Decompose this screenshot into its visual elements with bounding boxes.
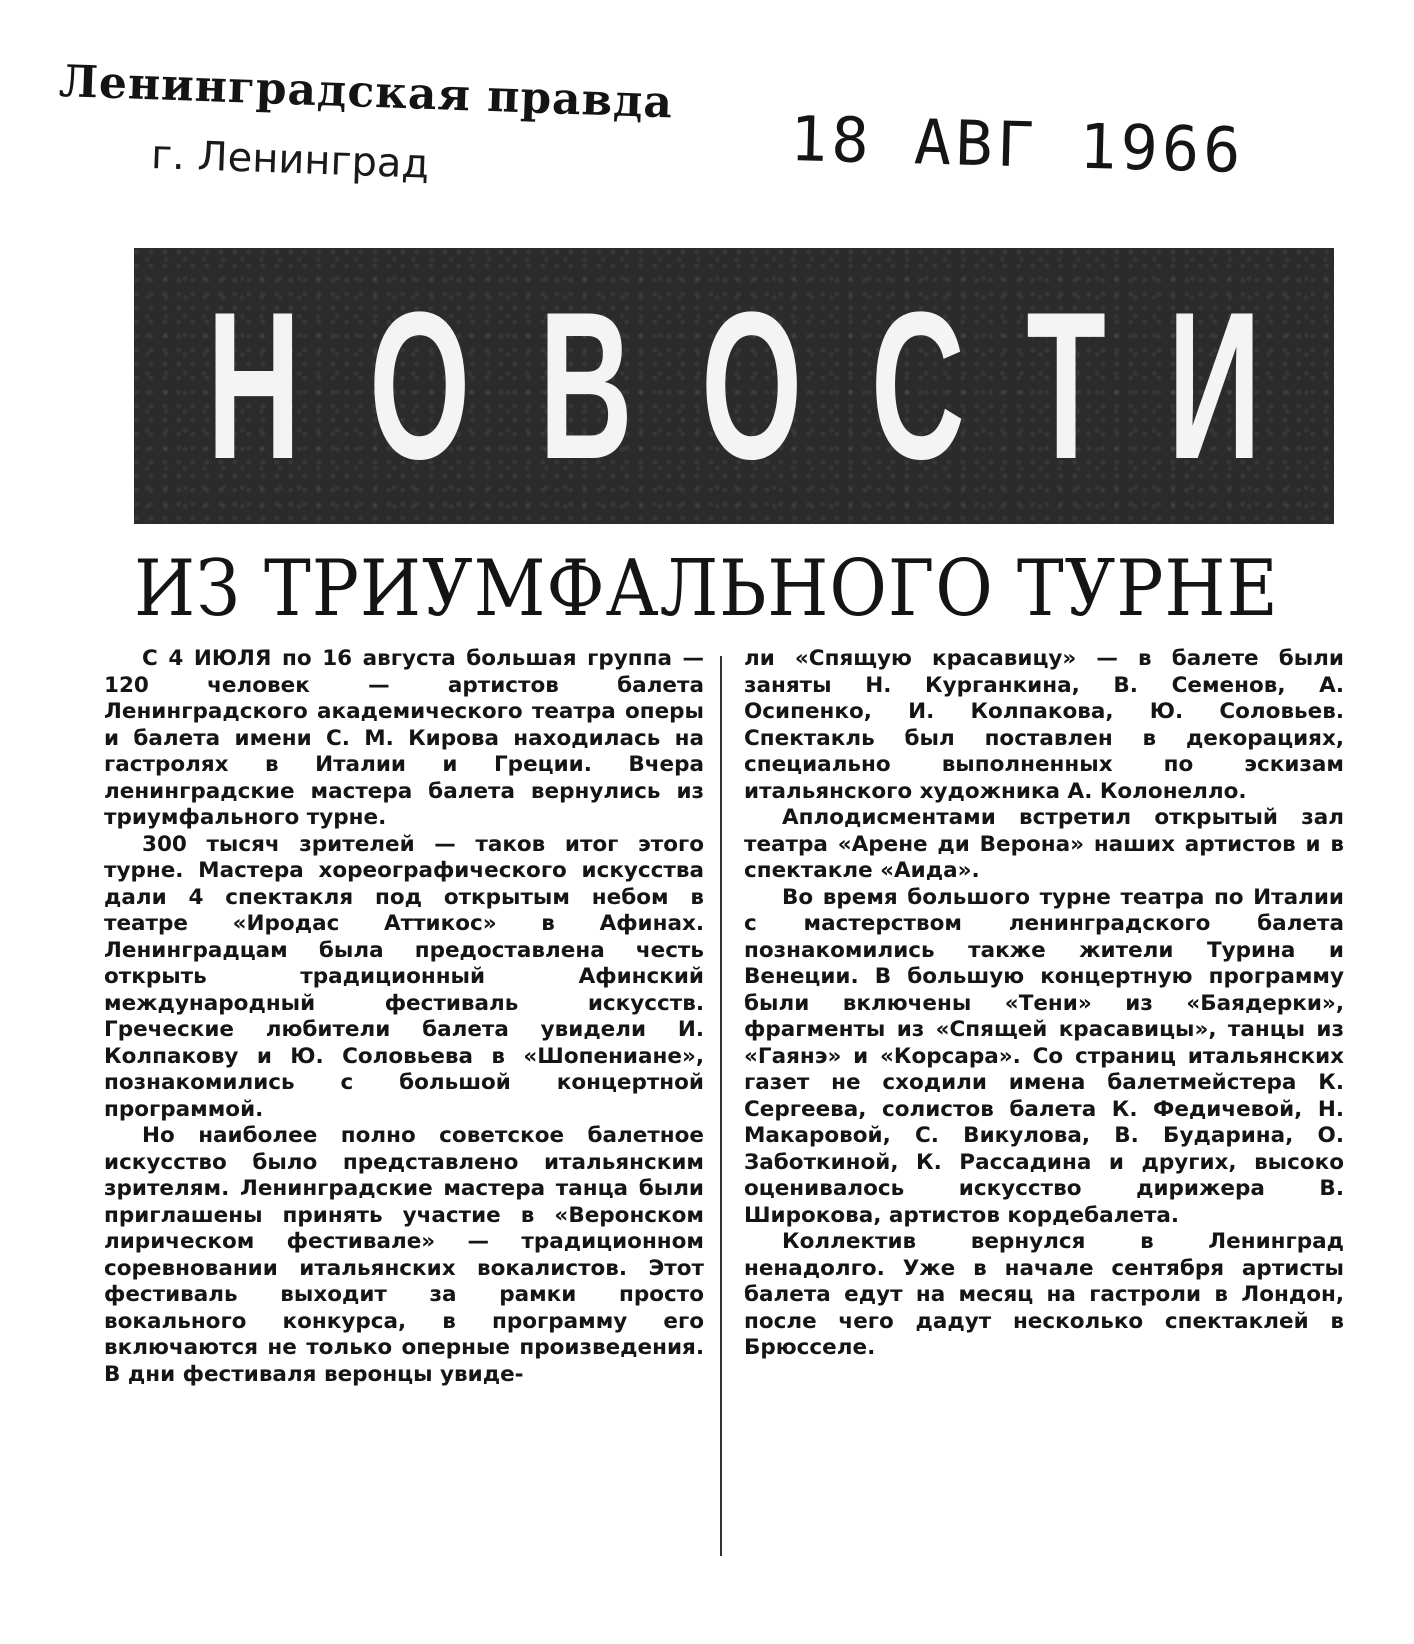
banner-letter: О	[369, 268, 471, 503]
right-column	[744, 646, 1344, 1606]
banner-letter: Н	[207, 268, 302, 503]
newspaper-stamp	[58, 48, 674, 188]
paragraph: Но наиболее полно советское балетное искусство было представлено итальянским зрителям. Ленинградские мастера танца были приглашены принять участие в «Веронском лирическом фестивале» — традиционном соревновании итальянских вокалистов. Этот фестиваль выходит за рамки просто вокального конкурса, в программу его включаются не только оперные произведения. В дни фестиваля веронцы увиде-	[104, 1123, 704, 1387]
paragraph: 300 тысяч зрителей — таков итог этого турне. Мастера хореографического искусства дали 4 спектакля под открытым небом в театре «Иродас Аттикос» в Афинах. Ленинградцам была предоставлена честь открыть традиционный Афинский международный фестиваль искусств. Греческие любители балета увидели И. Колпакову и Ю. Соловьева в «Шопениане», познакомились с большой концертной программой.	[104, 831, 704, 1122]
newspaper-city: г. Ленинград	[150, 132, 430, 188]
banner-letter: И	[1167, 268, 1262, 503]
left-column	[104, 646, 704, 1606]
banner-letter: С	[870, 268, 965, 503]
column-divider	[720, 656, 722, 1556]
paragraph: С 4 ИЮЛЯ по 16 августа большая группа — 120 человек — артистов балета Ленинградского академического театра оперы и балета имени С. М. Кирова находилась на гастролях в Италии и Греции. Вчера ленинградские мастера балета вернулись из триумфального турне.	[104, 646, 704, 830]
newspaper-name: Ленинградская правда	[58, 56, 674, 129]
article-headline: ИЗ ТРИУМФАЛЬНОГО ТУРНЕ	[134, 544, 1279, 634]
paragraph: Коллектив вернулся в Ленинград ненадолго. Уже в начале сентября артисты балета едут на месяц на гастроли в Лондон, после чего дадут несколько спектаклей в Брюсселе.	[744, 1229, 1344, 1360]
paragraph: Во время большого турне театра по Италии с мастерством ленинградского балета познакомились также жители Турина и Венеции. В большую концертную программу были включены «Тени» из «Баядерки», фрагменты из «Спящей красавицы», танцы из «Гаянэ» и «Корсара». Со страниц итальянских газет не сходили имена балетмейстера К. Сергеева, солистов балета К. Федичевой, Н. Макаровой, С. Викулова, В. Бударина, О. Заботкиной, К. Рассадина и других, высоко оценивалось искусство дирижера В. Широкова, артистов кордебалета.	[744, 884, 1344, 1228]
banner-letter: В	[538, 268, 633, 503]
article-body	[104, 646, 1344, 1606]
paragraph-continuation: ли «Спящую красавицу» — в балете были заняты Н. Курганкина, В. Семенов, А. Осипенко, И. Колпакова, Ю. Соловьев. Спектакль был поставлен в декорациях, специально выполненных по эскизам итальянского художника А. Колонелло.	[744, 646, 1344, 804]
banner-letter: О	[701, 268, 803, 503]
banner-letter: Т	[1026, 268, 1107, 503]
news-banner	[134, 248, 1334, 524]
paragraph: Аплодисментами встретил открытый зал театра «Арене ди Верона» наших артистов и в спектакле «Аида».	[744, 805, 1344, 883]
date-stamp: 18 АВГ 1966	[789, 102, 1246, 187]
